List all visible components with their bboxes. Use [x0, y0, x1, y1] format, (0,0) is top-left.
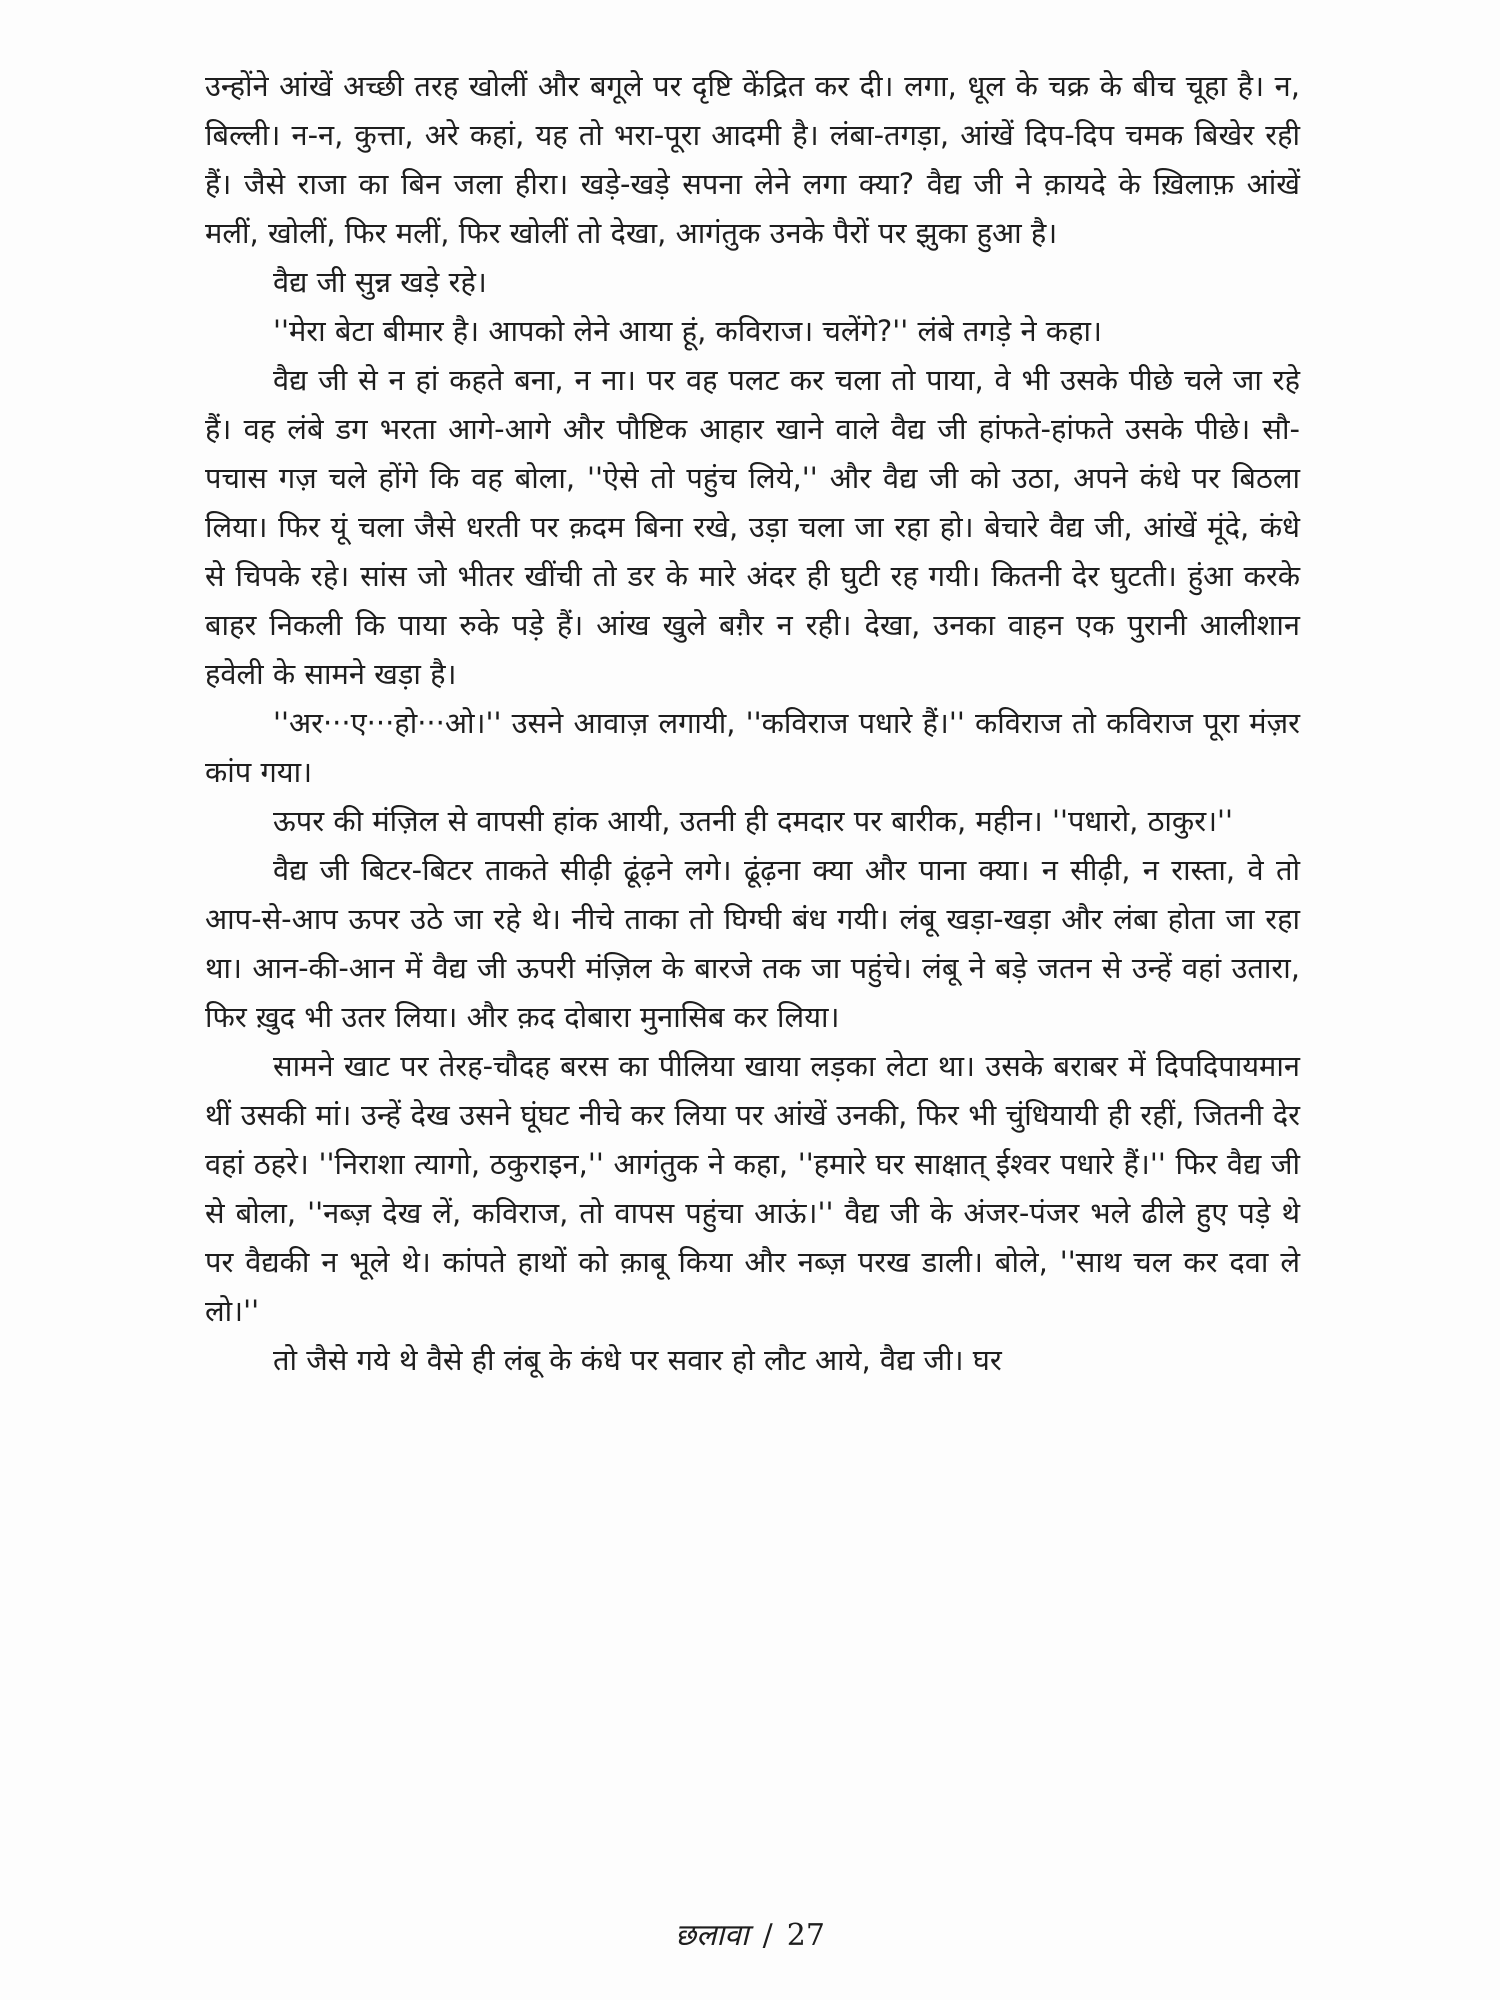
page-number: 27	[786, 1918, 825, 1953]
paragraph: वैद्य जी बिटर-बिटर ताकते सीढ़ी ढूंढ़ने लगे। ढूंढ़ना क्या और पाना क्या। न सीढ़ी, न रास्ता, वे तो आप-से-आप ऊपर उठे जा रहे थे। नीचे ताका तो घिग्घी बंध गयी। लंबू खड़ा-खड़ा और लंबा होता जा रहा था। आन-की-आन में वैद्य जी ऊपरी मंज़िल के बारजे तक जा पहुंचे। लंबू ने बड़े जतन से उन्हें वहां उतारा, फिर ख़ुद भी उतर लिया। और क़द दोबारा मुनासिब कर लिया।	[205, 853, 1300, 1034]
paragraph: उन्होंने आंखें अच्छी तरह खोलीं और बगूले पर दृष्टि केंद्रित कर दी। लगा, धूल के चक्र के बीच चूहा है। न, बिल्ली। न-न, कुत्ता, अरे कहां, यह तो भरा-पूरा आदमी है। लंबा-तगड़ा, आंखें दिप-दिप चमक बिखेर रही हैं। जैसे राजा का बिन जला हीरा। खड़े-खड़े सपना लेने लगा क्या? वैद्य जी ने क़ायदे के ख़िलाफ़ आंखें मलीं, खोलीं, फिर मलीं, फिर खोलीं तो देखा, आगंतुक उनके पैरों पर झुका हुआ है।	[205, 69, 1300, 250]
page-footer	[0, 1913, 1500, 1954]
paragraph: सामने खाट पर तेरह-चौदह बरस का पीलिया खाया लड़का लेटा था। उसके बराबर में दिपदिपायमान थीं उसकी मां। उन्हें देख उसने घूंघट नीचे कर लिया पर आंखें उनकी, फिर भी चुंधियायी ही रहीं, जितनी देर वहां ठहरे। ''निराशा त्यागो, ठकुराइन,'' आगंतुक ने कहा, ''हमारे घर साक्षात् ईश्वर पधारे हैं।'' फिर वैद्य जी से बोला, ''नब्ज़ देख लें, कविराज, तो वापस पहुंचा आऊं।'' वैद्य जी के अंजर-पंजर भले ढीले हुए पड़े थे पर वैद्यकी न भूले थे। कांपते हाथों को क़ाबू किया और नब्ज़ परख डाली। बोले, ''साथ चल कर दवा ले लो।''	[205, 1049, 1300, 1328]
paragraph: ऊपर की मंज़िल से वापसी हांक आयी, उतनी ही दमदार पर बारीक, महीन। ''पधारो, ठाकुर।''	[273, 804, 1234, 838]
paragraph: वैद्य जी सुन्न खड़े रहे।	[273, 265, 487, 299]
body-text	[205, 62, 1300, 1862]
paragraph: ''अर···ए···हो···ओ।'' उसने आवाज़ लगायी, ''कविराज पधारे हैं।'' कविराज तो कविराज पूरा मंज़र कांप गया।	[205, 706, 1300, 789]
paragraph: वैद्य जी से न हां कहते बना, न ना। पर वह पलट कर चला तो पाया, वे भी उसके पीछे चले जा रहे हैं। वह लंबे डग भरता आगे-आगे और पौष्टिक आहार खाने वाले वैद्य जी हांफते-हांफते उसके पीछे। सौ-पचास गज़ चले होंगे कि वह बोला, ''ऐसे तो पहुंच लिये,'' और वैद्य जी को उठा, अपने कंधे पर बिठला लिया। फिर यूं चला जैसे धरती पर क़दम बिना रखे, उड़ा चला जा रहा हो। बेचारे वैद्य जी, आंखें मूंदे, कंधे से चिपके रहे। सांस जो भीतर खींची तो डर के मारे अंदर ही घुटी रह गयी। कितनी देर घुटती। हुंआ करके बाहर निकली कि पाया रुके पड़े हैं। आंख खुले बग़ैर न रही। देखा, उनका वाहन एक पुरानी आलीशान हवेली के सामने खड़ा है।	[205, 363, 1300, 691]
paragraph: तो जैसे गये थे वैसे ही लंबू के कंधे पर सवार हो लौट आये, वैद्य जी। घर	[273, 1343, 1002, 1377]
paragraph: ''मेरा बेटा बीमार है। आपको लेने आया हूं, कविराज। चलेंगे?'' लंबे तगड़े ने कहा।	[273, 314, 1102, 348]
footer-separator: /	[762, 1918, 773, 1953]
running-title: छलावा	[675, 1918, 749, 1953]
